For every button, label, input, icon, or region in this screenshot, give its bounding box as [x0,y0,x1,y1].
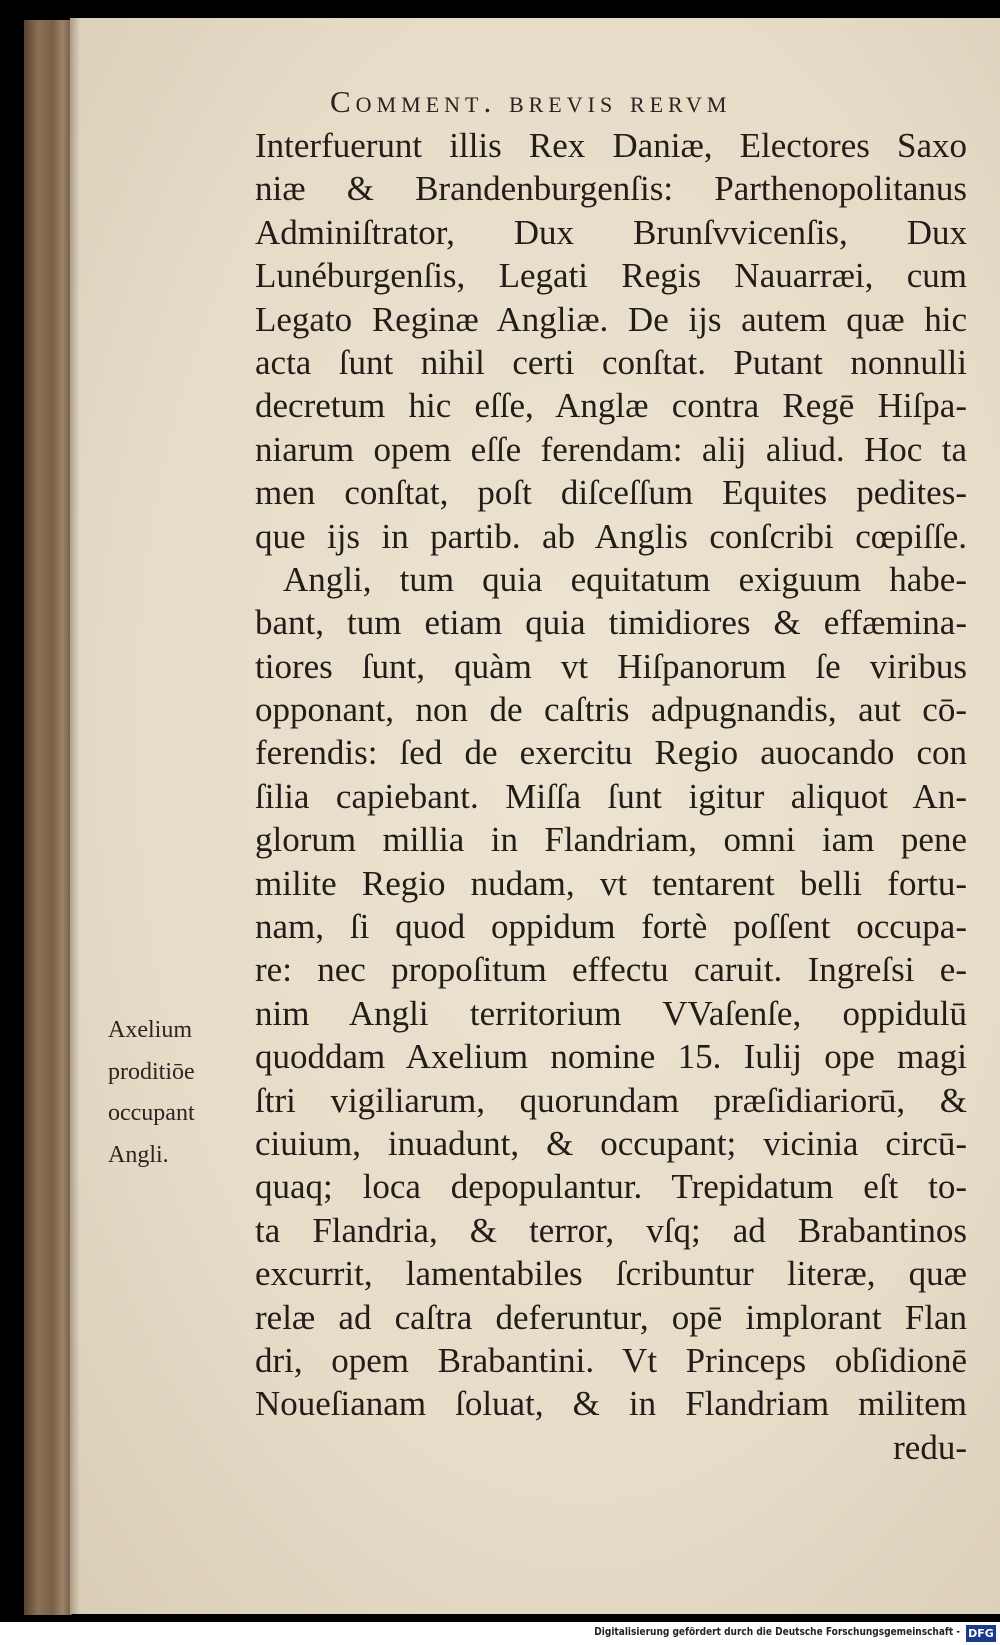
text-line: men conſtat, poſt diſceſſum Equites pedites- [255,473,967,513]
text-line: ta Flandria, & terror, vſq; ad Brabantinos [255,1210,967,1250]
digitization-footer [0,1622,1000,1645]
text-line: bant, tum etiam quia timidiores & effæmina- [255,603,967,643]
footer-credit: Digitalisierung gefördert durch die Deutsche Forschungsgemeinschaft - [594,1625,960,1638]
text-line: ciuium, inuadunt, & occupant; vicinia circū- [255,1123,967,1163]
page-gutter-shadow [70,18,80,1614]
text-line: Interfuerunt illis Rex Daniæ, Electores Saxo [255,126,967,165]
text-line: Noueſianam ſoluat, & in Flandriam militem [255,1384,967,1424]
text-line: niæ & Brandenburgenſis: Parthenopolitanus [255,169,967,209]
text-line: opponant, non de caſtris adpugnandis, aut cō- [255,690,967,730]
text-line: quaq; loca depopulantur. Trepidatum eſt to- [255,1167,967,1207]
text-line: ſtri vigiliarum, quorundam præſidiariorū, & [255,1080,967,1120]
text-line: ſilia capiebant. Miſſa ſunt igitur aliquot An- [255,776,967,816]
text-line: decretum hic eſſe, Anglæ contra Regē Hiſpa- [255,386,967,426]
text-line: nam, ſi quod oppidum fortè poſſent occupa- [255,907,967,947]
text-line: excurrit, lamentabiles ſcribuntur literæ, quæ [255,1254,967,1294]
body-text [255,124,967,1469]
text-line: quoddam Axelium nomine 15. Iulij ope magi [255,1037,967,1077]
marginal-note [108,1010,238,1176]
running-header: Comment. brevis rervm [330,84,732,119]
text-line: Legato Reginæ Angliæ. De ijs autem quæ hic [255,299,967,339]
text-line: nim Angli territorium VVaſenſe, oppidulū [255,993,967,1033]
marginal-note-line: proditiōe [108,1058,195,1085]
text-line: re: nec propoſitum effectu caruit. Ingreſsi e- [255,950,967,990]
text-line: Adminiſtrator, Dux Brunſvvicenſis, Dux [255,212,967,252]
text-line: relæ ad caſtra deferuntur, opē implorant Flan [255,1297,967,1337]
marginal-note-line: occupant [108,1100,195,1126]
text-line: Angli, tum quia equitatum exiguum habe- [283,559,967,599]
text-line: milite Regio nudam, vt tentarent belli fortu- [255,863,967,903]
text-line: dri, opem Brabantini. Vt Princeps obſidionē [255,1340,967,1380]
text-line: que ijs in partib. ab Anglis conſcribi cœpiſſe. [255,516,967,556]
text-line: tiores ſunt, quàm vt Hiſpanorum ſe viribus [255,646,967,686]
marginal-note-line: Angli. [108,1141,169,1168]
dfg-logo: DFG [966,1625,996,1642]
text-line: Lunéburgenſis, Legati Regis Nauarræi, cum [255,256,967,296]
text-line: ferendis: ſed de exercitu Regio auocando con [255,733,967,773]
text-line: niarum opem eſſe ferendam: alij aliud. Hoc ta [255,429,967,469]
book-spine-edge [24,20,72,1615]
text-line: acta ſunt nihil certi conſtat. Putant nonnulli [255,342,967,382]
catchword: redu- [893,1427,967,1467]
marginal-note-line: Axelium [108,1017,192,1043]
text-line: glorum millia in Flandriam, omni iam pene [255,820,967,860]
